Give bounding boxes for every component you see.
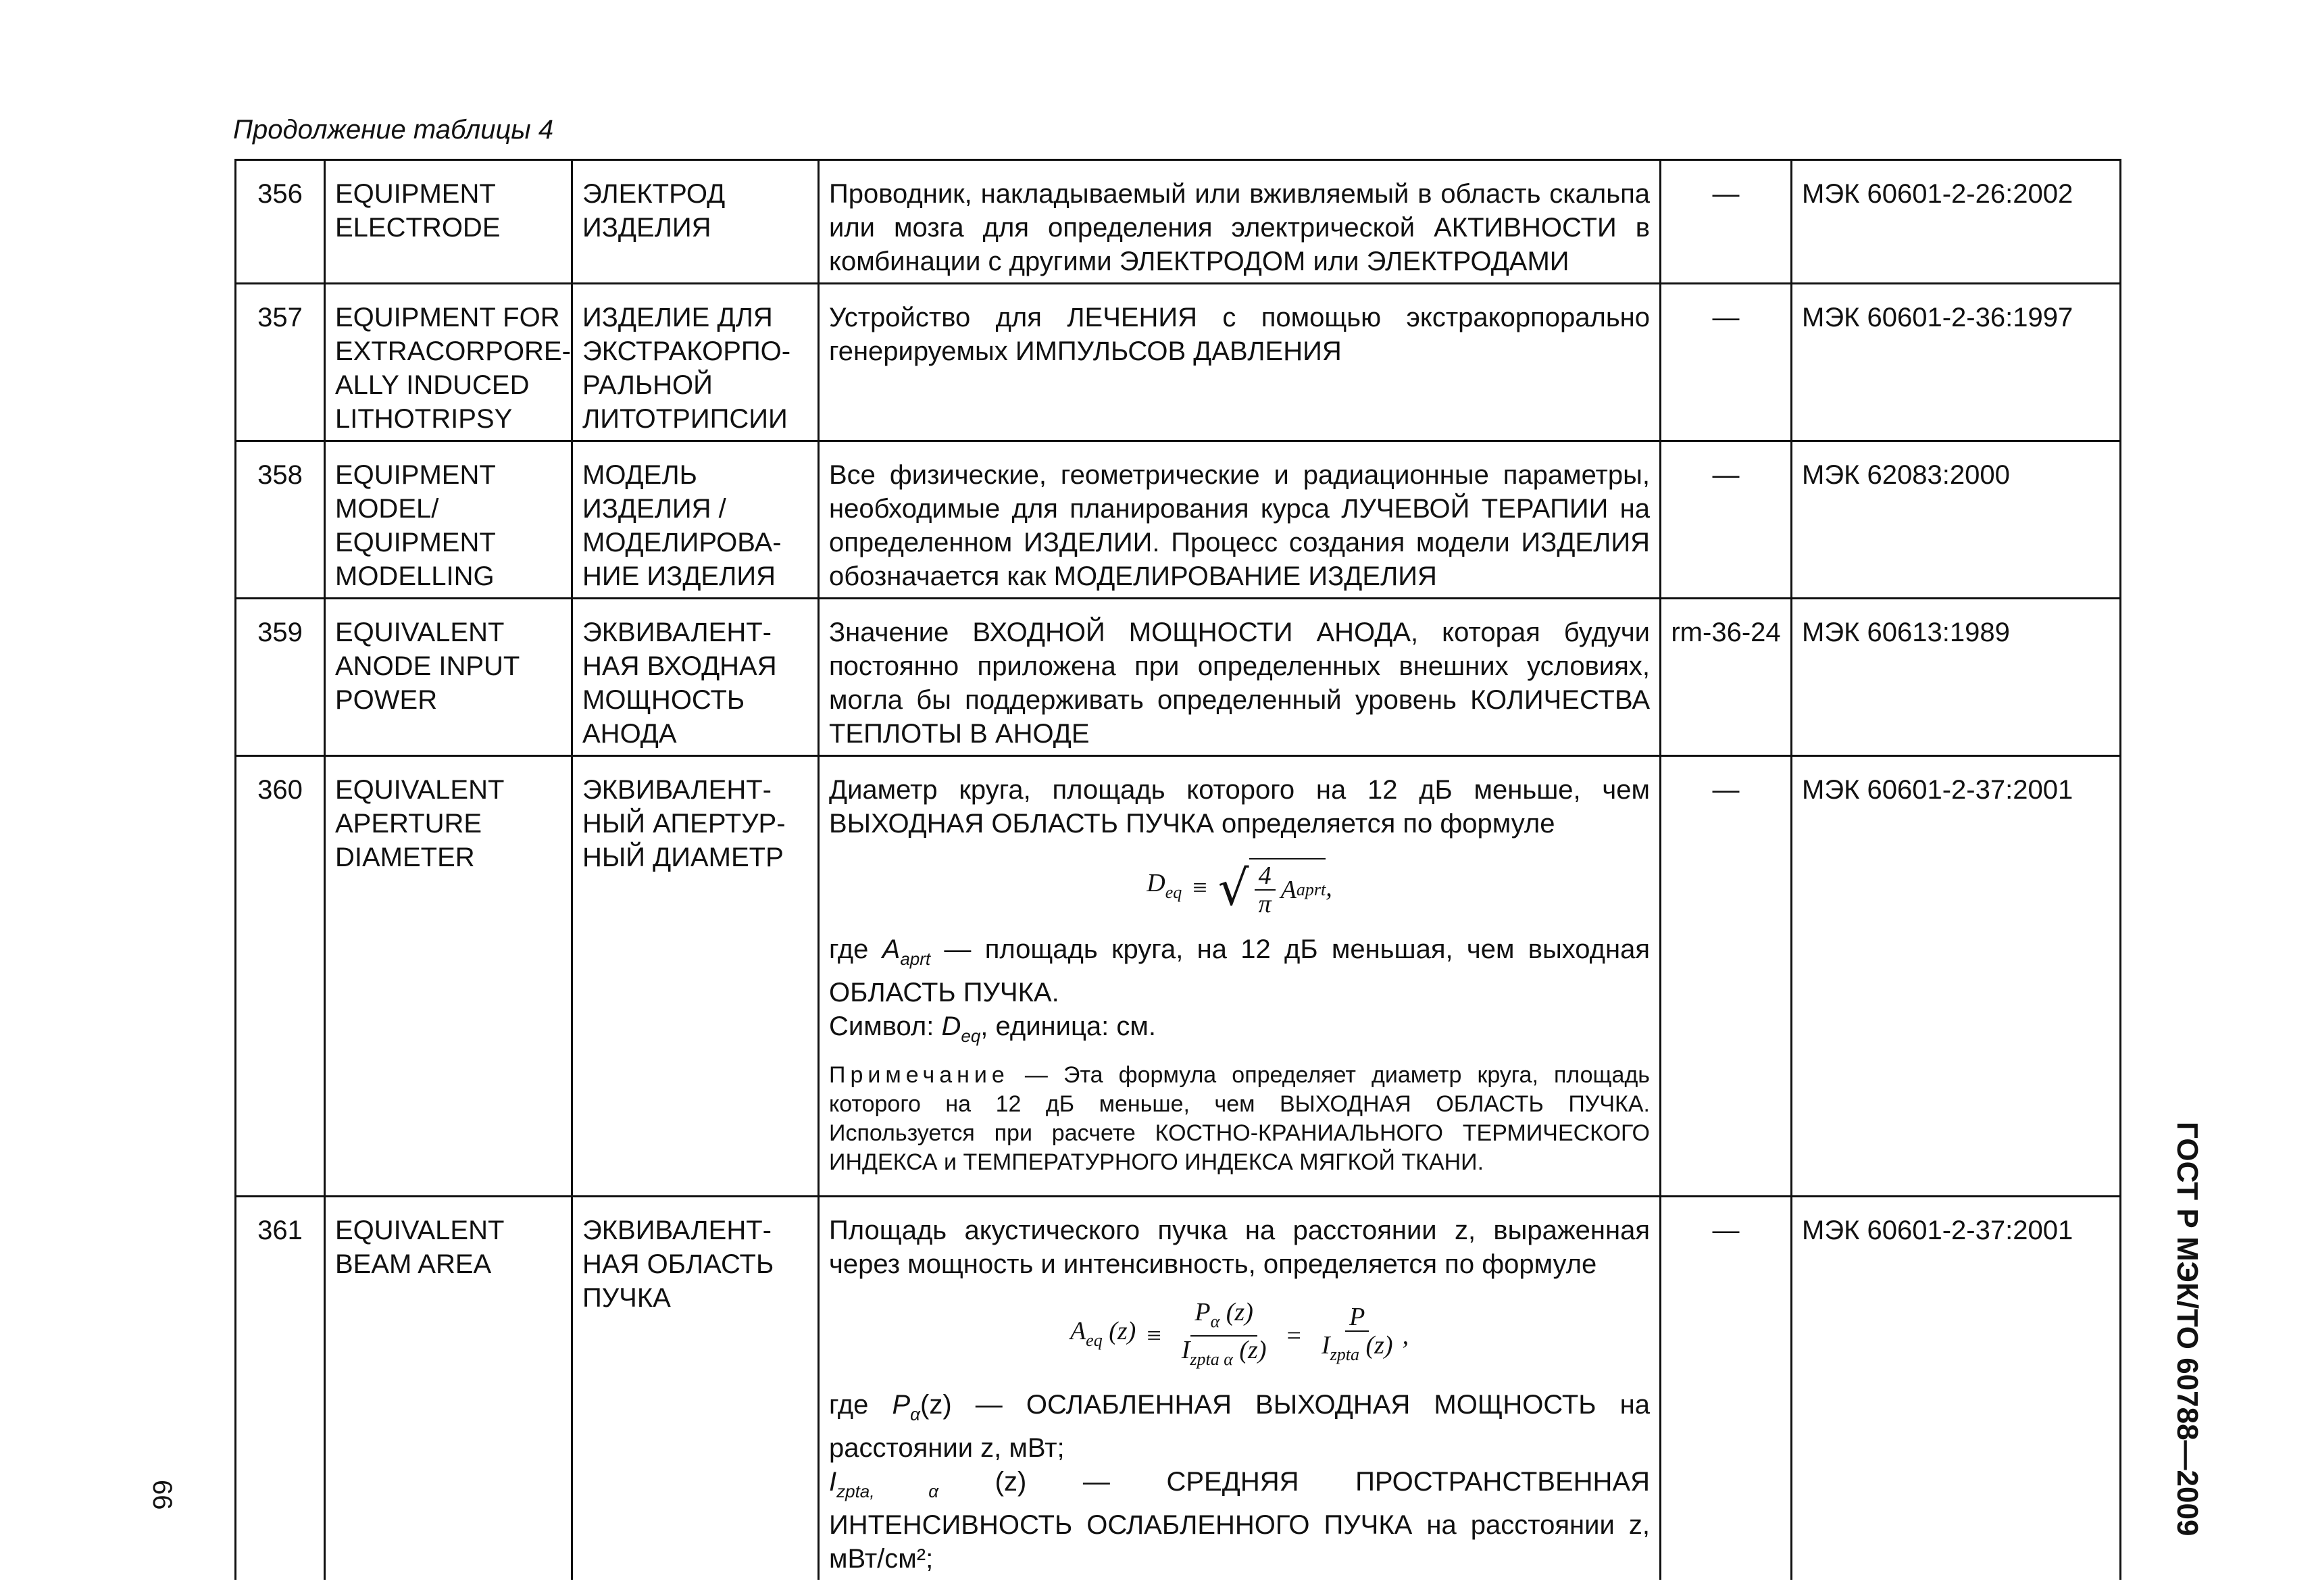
term-source-standard: МЭК 60601-2-37:2001 <box>1792 1197 2121 1580</box>
formula-equiv-sign: ≡ <box>1192 874 1207 902</box>
term-russian: ЭКВИВАЛЕНТ-НЫЙ АПЕРТУР-НЫЙ ДИАМЕТР <box>572 756 819 1197</box>
term-russian: ЭКВИВАЛЕНТ-НАЯ ОБЛАСТЬ ПУЧКА <box>572 1197 819 1580</box>
formula-fraction-1: $\frac{P_\alpha (z)}{I_{zpta \alpha} (z)}$ <box>1181 1298 1267 1369</box>
term-english: EQUIVALENT APERTURE DIAMETER <box>325 756 572 1197</box>
term-definition: Все физические, геометрические и радиационные параметры, необходимые для планирования курса ЛУЧЕВОЙ ТЕРАПИИ на определенном ИЗДЕЛИИ. Процесс создания модели ИЗДЕЛИЯ обозначается как МОДЕЛИРОВАНИЕ ИЗДЕЛИЯ <box>819 441 1661 599</box>
table-row <box>236 160 2121 284</box>
sqrt-sign: √ <box>1217 859 1249 916</box>
term-number: 358 <box>236 441 325 599</box>
term-source-standard: МЭК 62083:2000 <box>1792 441 2121 599</box>
term-russian: МОДЕЛЬ ИЗДЕЛИЯ / МОДЕЛИРОВА-НИЕ ИЗДЕЛИЯ <box>572 441 819 599</box>
term-source-standard: МЭК 60601-2-36:1997 <box>1792 284 2121 441</box>
term-source-standard: МЭК 60601-2-37:2001 <box>1792 756 2121 1197</box>
formula-deq: $D_{eq}$ ≡ √ $\frac{4}{\pi}$ A aprt , <box>1147 859 1332 918</box>
page-number: 66 <box>147 1480 177 1510</box>
table-caption: Продолжение таблицы 4 <box>233 115 554 145</box>
formula-lhs: $D_{eq}$ <box>1147 869 1182 902</box>
formula-fraction: $\frac{4}{\pi}$ <box>1255 862 1276 918</box>
formula-equiv-sign: ≡ <box>1147 1322 1161 1350</box>
term-number: 356 <box>236 160 325 284</box>
term-russian: ЭЛЕКТРОД ИЗДЕЛИЯ <box>572 160 819 284</box>
formula-where-line-2: $I_{zpta, \alpha}$ (z) — СРЕДНЯЯ ПРОСТРАНСТВЕННАЯ ИНТЕНСИВНОСТЬ ОСЛАБЛЕННОГО ПУЧКА на расстоянии z, мВт/см²; <box>829 1467 1651 1574</box>
term-number: 357 <box>236 284 325 441</box>
term-source-standard: МЭК 60613:1989 <box>1792 599 2121 756</box>
term-definition: Устройство для ЛЕЧЕНИЯ с помощью экстракорпорально генерируемых ИМПУЛЬСОВ ДАВЛЕНИЯ <box>819 284 1661 441</box>
formula-aeq: $A_{eq}$ (z) ≡ $\frac{P_\alpha (z)}{I_{zpta \alpha} (z)}$ = $\frac{P}{I_{zpta} (z)}$ , <box>829 1299 1650 1373</box>
formula-where-line: где $P_\alpha(z)$ — ОСЛАБЛЕННАЯ ВЫХОДНАЯ МОЩНОСТЬ на расстоянии z, мВт; <box>829 1390 1650 1463</box>
formula-lhs: $A_{eq}$ (z) <box>1070 1317 1136 1350</box>
term-russian: ИЗДЕЛИЕ ДЛЯ ЭКСТРАКОРПО-РАЛЬНОЙ ЛИТОТРИПСИИ <box>572 284 819 441</box>
term-reference: — <box>1661 441 1792 599</box>
term-english: EQUIVALENT ANODE INPUT POWER <box>325 599 572 756</box>
table-row <box>236 284 2121 441</box>
formula-where-line: где $A_{aprt}$ — площадь круга, на 12 дБ меньшая, чем выходная ОБЛАСТЬ ПУЧКА. <box>829 934 1650 1007</box>
table-row <box>236 1197 2121 1580</box>
term-reference: rm-36-24 <box>1661 599 1792 756</box>
term-reference: — <box>1661 1197 1792 1580</box>
formula-fraction-2: $\frac{P}{I_{zpta} (z)}$ <box>1321 1303 1393 1364</box>
table-row <box>236 599 2121 756</box>
definition-intro: Площадь акустического пучка на расстоянии z, выраженная через мощность и интенсивность, определяется по формуле <box>829 1216 1650 1279</box>
term-number: 361 <box>236 1197 325 1580</box>
definition-intro: Диаметр круга, площадь которого на 12 дБ меньше, чем ВЫХОДНАЯ ОБЛАСТЬ ПУЧКА определяется по формуле <box>829 775 1650 839</box>
formula-radicand: $\frac{4}{\pi}$ A aprt <box>1249 858 1326 918</box>
term-reference: — <box>1661 756 1792 1197</box>
table-row <box>236 756 2121 1197</box>
table-row <box>236 441 2121 599</box>
symbol-line: Символ: $D_{eq}$, единица: см. <box>829 1012 1156 1046</box>
term-english: EQUIPMENT MODEL/ EQUIPMENT MODELLING <box>325 441 572 599</box>
term-russian: ЭКВИВАЛЕНТ-НАЯ ВХОДНАЯ МОЩНОСТЬ АНОДА <box>572 599 819 756</box>
term-reference: — <box>1661 284 1792 441</box>
term-number: 360 <box>236 756 325 1197</box>
definition-note: Примечание — Эта формула определяет диаметр круга, площадь которого на 12 дБ меньше, чем ВЫХОДНАЯ ОБЛАСТЬ ПУЧКА. Используется при расчете КОСТНО-КРАНИАЛЬНОГО ТЕРМИЧЕСКОГО ИНДЕКСА и ТЕМПЕРАТУРНОГО ИНДЕКСА МЯГКОЙ ТКАНИ. <box>829 1062 1650 1175</box>
formula-equals-sign: = <box>1286 1322 1301 1350</box>
term-reference: — <box>1661 160 1792 284</box>
terms-table <box>234 159 2121 1580</box>
term-definition <box>819 1197 1661 1580</box>
term-definition: Проводник, накладываемый или вживляемый в область скальпа или мозга для определения электрической АКТИВНОСТИ в комбинации с другими ЭЛЕКТРОДОМ или ЭЛЕКТРОДАМИ <box>819 160 1661 284</box>
term-definition: Значение ВХОДНОЙ МОЩНОСТИ АНОДА, которая будучи постоянно приложена при определенных внешних условиях, могла бы поддерживать определенный уровень КОЛИЧЕСТВА ТЕПЛОТЫ В АНОДЕ <box>819 599 1661 756</box>
document-title-vertical: ГОСТ Р МЭК/ТО 60788—2009 <box>2171 1122 2204 1537</box>
term-number: 359 <box>236 599 325 756</box>
term-english: EQUIPMENT ELECTRODE <box>325 160 572 284</box>
term-english: EQUIPMENT FOR EXTRACORPORE-ALLY INDUCED LITHOTRIPSY <box>325 284 572 441</box>
term-english: EQUIVALENT BEAM AREA <box>325 1197 572 1580</box>
term-definition <box>819 756 1661 1197</box>
term-source-standard: МЭК 60601-2-26:2002 <box>1792 160 2121 284</box>
